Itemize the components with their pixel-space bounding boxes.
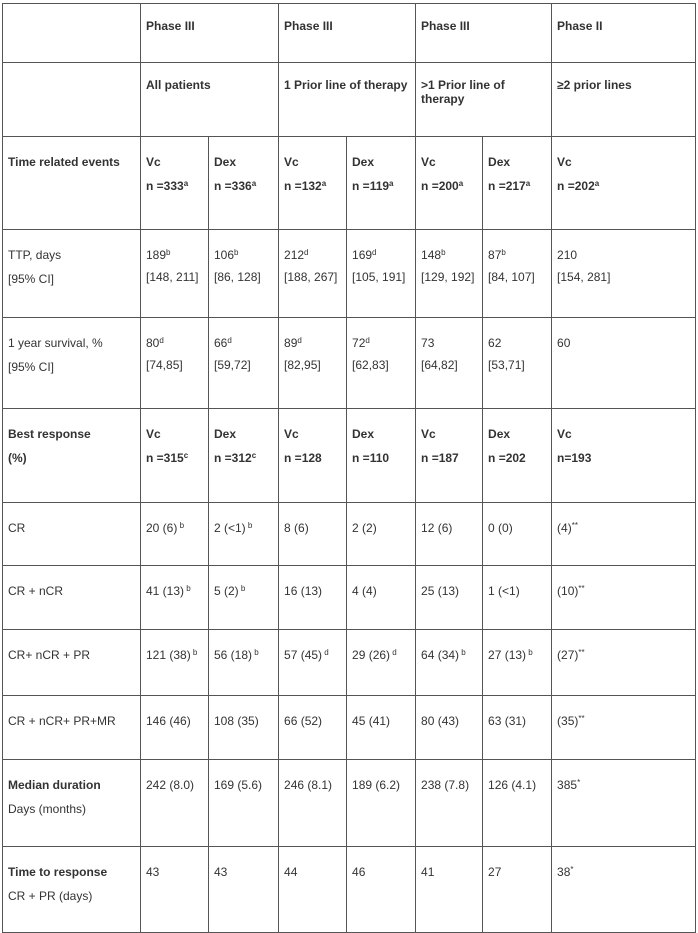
ci-value: [154, 281] bbox=[557, 270, 611, 284]
value-cell bbox=[141, 630, 209, 696]
footnote-mark: * bbox=[577, 778, 581, 787]
arm-n: n =202 bbox=[557, 179, 595, 193]
arm-n: n =217 bbox=[488, 179, 526, 193]
value: 72 bbox=[352, 336, 366, 350]
arm-name: Dex bbox=[488, 155, 511, 169]
value: 44 bbox=[284, 865, 298, 879]
value: 27 bbox=[488, 865, 502, 879]
arm-cell bbox=[552, 137, 696, 230]
phase-row bbox=[3, 4, 696, 63]
footnote-mark: b bbox=[526, 648, 533, 657]
value: 41 bbox=[421, 865, 435, 879]
footnote-mark: d bbox=[365, 336, 370, 345]
value: 12 (6) bbox=[421, 521, 453, 535]
footnote-mark: a bbox=[183, 179, 189, 188]
value: 66 (52) bbox=[284, 714, 323, 728]
row-label: CR + nCR+ PR+MR bbox=[3, 696, 141, 760]
footnote-mark: d bbox=[390, 648, 397, 657]
footnote-mark: * bbox=[570, 865, 574, 874]
value: 20 (6) bbox=[146, 521, 178, 535]
value-cell bbox=[483, 318, 552, 409]
value-cell bbox=[209, 230, 279, 318]
value-cell bbox=[279, 566, 347, 630]
group-header: >1 Prior line of therapy bbox=[416, 63, 552, 137]
ci-value: [74,85] bbox=[146, 358, 183, 372]
value: 27 (13) bbox=[488, 648, 527, 662]
arm-n: n=193 bbox=[557, 451, 592, 465]
sub-label: Days (months) bbox=[8, 802, 87, 816]
value: 169 (5.6) bbox=[214, 778, 263, 792]
arm-name: Dex bbox=[488, 427, 511, 441]
value: 62 bbox=[488, 336, 502, 350]
value: 108 (35) bbox=[214, 714, 259, 728]
arm-n: n =333 bbox=[146, 179, 184, 193]
median-duration-row bbox=[3, 760, 696, 847]
row-label: CR bbox=[3, 503, 141, 566]
footnote-mark: b bbox=[190, 648, 198, 657]
ci-value: [84, 107] bbox=[488, 270, 535, 284]
arm-name: Vc bbox=[146, 155, 161, 169]
ci-value: [129, 192] bbox=[421, 270, 475, 284]
footnote-mark: b bbox=[184, 584, 191, 593]
arm-cell bbox=[552, 409, 696, 503]
value: 189 (6.2) bbox=[352, 778, 401, 792]
best-response-row bbox=[3, 409, 696, 503]
value-cell bbox=[279, 696, 347, 760]
value-cell bbox=[552, 760, 696, 847]
arm-n: n =132 bbox=[284, 179, 322, 193]
arm-cell bbox=[347, 137, 416, 230]
value: 64 (34) bbox=[421, 648, 460, 662]
value-cell bbox=[416, 696, 483, 760]
phase-header: Phase II bbox=[552, 4, 696, 63]
survival-label: 1 year survival, % bbox=[8, 336, 103, 350]
value-cell bbox=[416, 566, 483, 630]
value-cell bbox=[279, 760, 347, 847]
results-table bbox=[2, 3, 696, 933]
arm-n: n =187 bbox=[421, 451, 459, 465]
footnote-mark: b bbox=[166, 248, 171, 257]
value-cell bbox=[209, 847, 279, 933]
value-cell bbox=[483, 760, 552, 847]
time-to-response-label: Time to response bbox=[8, 865, 108, 879]
value-cell bbox=[209, 760, 279, 847]
footnote-mark: d bbox=[297, 336, 302, 345]
cr-ncr-pr-row bbox=[3, 630, 696, 696]
arm-cell bbox=[279, 137, 347, 230]
value: 126 (4.1) bbox=[488, 778, 537, 792]
value-cell bbox=[552, 847, 696, 933]
group-header: 1 Prior line of therapy bbox=[279, 63, 416, 137]
footnote-mark: ** bbox=[578, 648, 585, 657]
value: 189 bbox=[146, 248, 167, 262]
value-cell bbox=[416, 760, 483, 847]
value-cell bbox=[483, 696, 552, 760]
value: (27) bbox=[557, 648, 579, 662]
time-events-row bbox=[3, 137, 696, 230]
footnote-mark: d bbox=[227, 336, 232, 345]
arm-cell bbox=[209, 409, 279, 503]
value: 45 (41) bbox=[352, 714, 391, 728]
value-cell bbox=[347, 760, 416, 847]
value-cell bbox=[141, 847, 209, 933]
value-cell bbox=[483, 503, 552, 566]
value: 121 (38) bbox=[146, 648, 191, 662]
arm-name: Dex bbox=[352, 427, 375, 441]
value: 87 bbox=[488, 248, 502, 262]
unit-label: (%) bbox=[8, 451, 27, 465]
footnote-mark: b bbox=[245, 521, 253, 530]
footnote-mark: b bbox=[177, 521, 185, 530]
arm-cell bbox=[416, 409, 483, 503]
value-cell bbox=[209, 696, 279, 760]
arm-cell bbox=[209, 137, 279, 230]
value-cell bbox=[209, 566, 279, 630]
arm-cell bbox=[279, 409, 347, 503]
footnote-mark: d bbox=[322, 648, 329, 657]
footnote-mark: a bbox=[251, 179, 257, 188]
row-label bbox=[3, 760, 141, 847]
value-cell bbox=[141, 760, 209, 847]
value: 56 (18) bbox=[214, 648, 253, 662]
arm-cell bbox=[347, 409, 416, 503]
value-cell bbox=[347, 230, 416, 318]
row-label: CR + nCR bbox=[3, 566, 141, 630]
value: 43 bbox=[146, 865, 160, 879]
value: 2 (2) bbox=[352, 521, 377, 535]
footnote-mark: d bbox=[304, 248, 309, 257]
value: 4 (4) bbox=[352, 584, 377, 598]
ci-value: [59,72] bbox=[214, 358, 251, 372]
value-cell bbox=[552, 503, 696, 566]
row-label bbox=[3, 137, 141, 230]
value-cell bbox=[483, 566, 552, 630]
survival-row bbox=[3, 318, 696, 409]
time-to-response-row bbox=[3, 847, 696, 933]
footnote-mark: a bbox=[389, 179, 394, 188]
median-duration-label: Median duration bbox=[8, 778, 101, 792]
value: 242 (8.0) bbox=[146, 778, 195, 792]
value-cell bbox=[141, 696, 209, 760]
sub-label: CR + PR (days) bbox=[8, 889, 93, 903]
value-cell bbox=[483, 847, 552, 933]
arm-cell bbox=[416, 137, 483, 230]
value: 146 (46) bbox=[146, 714, 191, 728]
footnote-mark: a bbox=[458, 179, 464, 188]
value-cell bbox=[416, 503, 483, 566]
footnote-mark: a bbox=[594, 179, 600, 188]
group-header: All patients bbox=[141, 63, 279, 137]
footnote-mark: b bbox=[459, 648, 466, 657]
value-cell bbox=[141, 566, 209, 630]
value-cell bbox=[347, 318, 416, 409]
phase-header: Phase III bbox=[141, 4, 279, 63]
value: 16 (13) bbox=[284, 584, 323, 598]
footnote-mark: b bbox=[441, 248, 446, 257]
value-cell bbox=[483, 230, 552, 318]
row-label bbox=[3, 318, 141, 409]
value-cell bbox=[347, 566, 416, 630]
value: (4) bbox=[557, 521, 572, 535]
arm-name: Vc bbox=[557, 155, 572, 169]
footnote-mark: d bbox=[372, 248, 377, 257]
value: 169 bbox=[352, 248, 373, 262]
value: (10) bbox=[557, 584, 579, 598]
value: 8 (6) bbox=[284, 521, 309, 535]
value: 246 (8.1) bbox=[284, 778, 333, 792]
value-cell bbox=[141, 230, 209, 318]
value-cell bbox=[209, 630, 279, 696]
value-cell bbox=[552, 696, 696, 760]
row-label bbox=[3, 230, 141, 318]
arm-cell bbox=[483, 409, 552, 503]
ci-value: [86, 128] bbox=[214, 270, 261, 284]
value-cell bbox=[416, 630, 483, 696]
phase-header: Phase III bbox=[279, 4, 416, 63]
cr-row bbox=[3, 503, 696, 566]
value-cell bbox=[141, 503, 209, 566]
arm-name: Vc bbox=[146, 427, 161, 441]
value-cell bbox=[209, 503, 279, 566]
ci-value: [188, 267] bbox=[284, 270, 338, 284]
ci-label: [95% CI] bbox=[8, 360, 55, 374]
footnote-mark: b bbox=[501, 248, 506, 257]
best-response-label: Best response bbox=[8, 427, 91, 441]
time-events-label: Time related events bbox=[8, 155, 120, 169]
value-cell bbox=[279, 230, 347, 318]
footnote-mark: c bbox=[183, 451, 189, 460]
value-cell bbox=[141, 318, 209, 409]
footnote-mark: a bbox=[525, 179, 531, 188]
value-cell bbox=[552, 318, 696, 409]
value-cell bbox=[279, 318, 347, 409]
value: 41 (13) bbox=[146, 584, 185, 598]
arm-name: Dex bbox=[214, 155, 237, 169]
arm-n: n =312 bbox=[214, 451, 252, 465]
value-cell bbox=[279, 847, 347, 933]
value: 57 (45) bbox=[284, 648, 323, 662]
value: 89 bbox=[284, 336, 298, 350]
row-label bbox=[3, 409, 141, 503]
ci-value: [148, 211] bbox=[146, 270, 199, 284]
value-cell bbox=[552, 566, 696, 630]
value-cell bbox=[279, 630, 347, 696]
value: 25 (13) bbox=[421, 584, 460, 598]
arm-cell bbox=[141, 409, 209, 503]
arm-name: Vc bbox=[284, 427, 299, 441]
footnote-mark: a bbox=[321, 179, 327, 188]
value: 212 bbox=[284, 248, 305, 262]
value: 106 bbox=[214, 248, 235, 262]
arm-n: n =110 bbox=[352, 451, 390, 465]
arm-cell bbox=[483, 137, 552, 230]
empty-cell bbox=[3, 63, 141, 137]
value-cell bbox=[552, 630, 696, 696]
ci-value: [82,95] bbox=[284, 358, 321, 372]
value-cell bbox=[416, 230, 483, 318]
arm-name: Dex bbox=[352, 155, 375, 169]
arm-n: n =336 bbox=[214, 179, 252, 193]
arm-name: Vc bbox=[284, 155, 299, 169]
value-cell bbox=[416, 847, 483, 933]
arm-n: n =315 bbox=[146, 451, 184, 465]
value-cell bbox=[347, 630, 416, 696]
value-cell bbox=[483, 630, 552, 696]
value-cell bbox=[279, 503, 347, 566]
arm-n: n =202 bbox=[488, 451, 526, 465]
ci-label: [95% CI] bbox=[8, 272, 55, 286]
cr-ncr-row bbox=[3, 566, 696, 630]
footnote-mark: ** bbox=[578, 714, 585, 723]
footnote-mark: d bbox=[159, 336, 164, 345]
value: 210 bbox=[557, 248, 578, 262]
footnote-mark: b bbox=[252, 648, 259, 657]
ttp-row bbox=[3, 230, 696, 318]
value-cell bbox=[552, 230, 696, 318]
group-header: ≥2 prior lines bbox=[552, 63, 696, 137]
footnote-mark: b bbox=[238, 584, 246, 593]
cr-ncr-pr-mr-row bbox=[3, 696, 696, 760]
value: 43 bbox=[214, 865, 228, 879]
value: 1 (<1) bbox=[488, 584, 520, 598]
ci-value: [105, 191] bbox=[352, 270, 406, 284]
value-cell bbox=[347, 847, 416, 933]
value: 63 (31) bbox=[488, 714, 527, 728]
row-label bbox=[3, 847, 141, 933]
arm-n: n =119 bbox=[352, 179, 390, 193]
value-cell bbox=[209, 318, 279, 409]
arm-n: n =200 bbox=[421, 179, 459, 193]
arm-cell bbox=[141, 137, 209, 230]
footnote-mark: ** bbox=[571, 521, 578, 530]
phase-header: Phase III bbox=[416, 4, 552, 63]
value: 60 bbox=[557, 336, 571, 350]
ci-value: [62,83] bbox=[352, 358, 389, 372]
value: 2 (<1) bbox=[214, 521, 246, 535]
arm-name: Vc bbox=[421, 155, 436, 169]
value-cell bbox=[347, 503, 416, 566]
footnote-mark: c bbox=[251, 451, 257, 460]
value: 385 bbox=[557, 778, 578, 792]
value: 238 (7.8) bbox=[421, 778, 470, 792]
arm-name: Vc bbox=[421, 427, 436, 441]
value: 80 (43) bbox=[421, 714, 460, 728]
arm-name: Vc bbox=[557, 427, 572, 441]
ci-value: [53,71] bbox=[488, 358, 525, 372]
value: 80 bbox=[146, 336, 160, 350]
value: 46 bbox=[352, 865, 366, 879]
corner-cell bbox=[3, 4, 141, 63]
value-cell bbox=[347, 696, 416, 760]
group-row bbox=[3, 63, 696, 137]
row-label: CR+ nCR + PR bbox=[3, 630, 141, 696]
ttp-label: TTP, days bbox=[8, 248, 62, 262]
footnote-mark: b bbox=[234, 248, 239, 257]
value: 66 bbox=[214, 336, 228, 350]
value: 29 (26) bbox=[352, 648, 391, 662]
ci-value: [64,82] bbox=[421, 358, 458, 372]
arm-n: n =128 bbox=[284, 451, 322, 465]
value: 5 (2) bbox=[214, 584, 239, 598]
value: 73 bbox=[421, 336, 435, 350]
value: 148 bbox=[421, 248, 442, 262]
arm-name: Dex bbox=[214, 427, 237, 441]
footnote-mark: ** bbox=[578, 584, 585, 593]
value-cell bbox=[416, 318, 483, 409]
value: (35) bbox=[557, 714, 579, 728]
value: 38 bbox=[557, 865, 571, 879]
value: 0 (0) bbox=[488, 521, 513, 535]
